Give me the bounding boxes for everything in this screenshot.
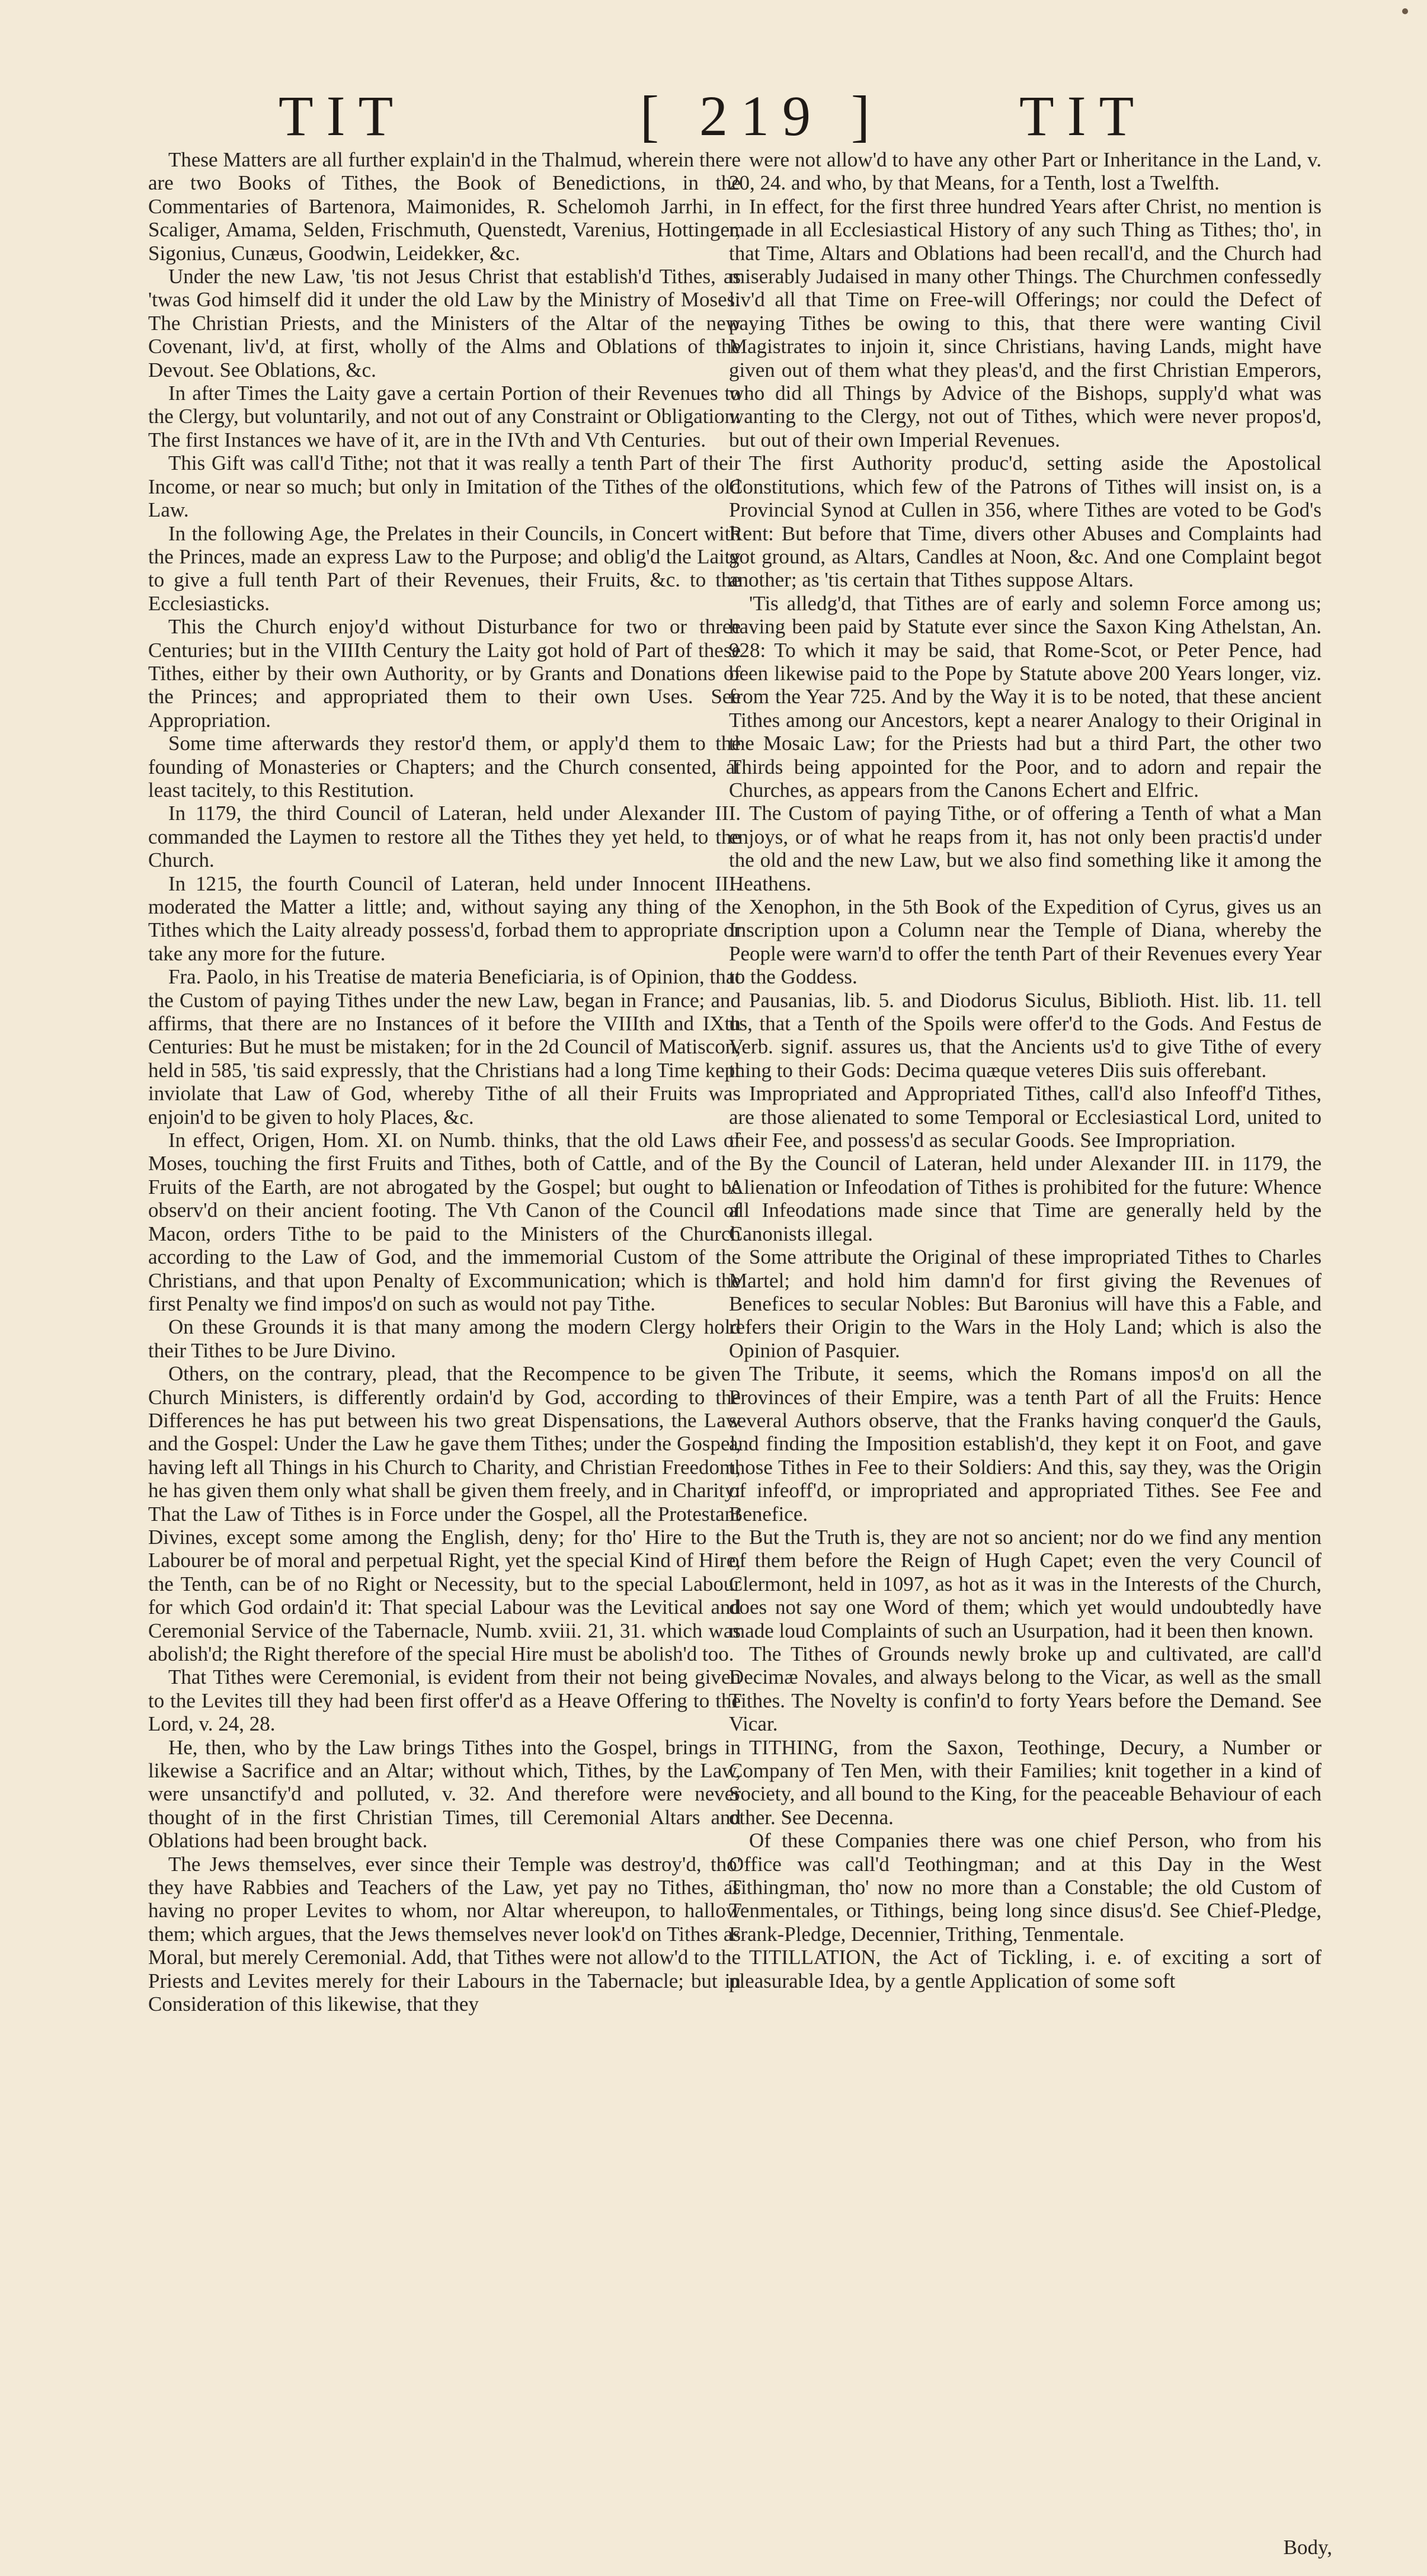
- header-left: TIT: [279, 84, 407, 148]
- paragraph: In effect, for the first three hundred Years after Christ, no mention is made in all Ecclesiastical History of any such Thing as Tithes; tho', in that Time, Altars and Oblations had been recall'd, and the Church had miserably Judaised in many other Things. The Churchmen confessedly liv'd all that Time on Free-will Offerings; nor could the Defect of paying Tithes be owing to this, that there were wanting Civil Magistrates to injoin it, since Christians, having Lands, might have given out of them what they pleas'd, and the first Christian Emperors, who did all Things by Advice of the Bishops, supply'd what was wanting to the Clergy, not out of Tithes, which were never propos'd, but out of their own Imperial Revenues.: [729, 194, 1322, 451]
- catchword: Body,: [1283, 2536, 1332, 2559]
- paragraph: On these Grounds it is that many among the modern Clergy hold their Tithes to be Jure Divino.: [148, 1315, 741, 1362]
- paragraph: In effect, Origen, Hom. XI. on Numb. thinks, that the old Laws of Moses, touching the first Fruits and Tithes, both of Cattle, and of the Fruits of the Earth, are not abrogated by the Gospel; but ought to be observ'd on their ancient footing. The Vth Canon of the Council of Macon, orders Tithe to be paid to the Ministers of the Church according to the Law of God, and the immemorial Custom of the Christians, and that upon Penalty of Excommunication; which is the first Penalty we find impos'd on such as would not pay Tithe.: [148, 1129, 741, 1315]
- paragraph: TITHING, from the Saxon, Teothinge, Decury, a Number or Company of Ten Men, with their Families; knit together in a kind of Society, and all bound to the King, for the peaceable Behaviour of each other. See Decenna.: [729, 1735, 1322, 1829]
- paragraph: The first Authority produc'd, setting aside the Apostolical Constitutions, which few of the Patrons of Tithes will insist on, is a Provincial Synod at Cullen in 356, where Tithes are voted to be God's Rent: But before that Time, divers other Abuses and Complaints had got ground, as Altars, Candles at Noon, &c. And one Complaint begot another; as 'tis certain that Tithes suppose Altars.: [729, 451, 1322, 592]
- paragraph: These Matters are all further explain'd in the Thalmud, wherein there are two Books of Tithes, the Book of Benedictions, in the Commentaries of Bartenora, Maimonides, R. Schelomoh Jarrhi, in Scaliger, Amama, Selden, Frischmuth, Quenstedt, Varenius, Hottinger, Sigonius, Cunæus, Goodwin, Leidekker, &c.: [148, 148, 741, 265]
- paragraph: Some time afterwards they restor'd them, or apply'd them to the founding of Monasteries or Chapters; and the Church consented, at least tacitely, to this Restitution.: [148, 732, 741, 802]
- paragraph: That Tithes were Ceremonial, is evident from their not being given to the Levites till they had been first offer'd as a Heave Offering to the Lord, v. 24, 28.: [148, 1665, 741, 1736]
- paragraph: Others, on the contrary, plead, that the Recompence to be given Church Ministers, is differently ordain'd by God, according to the Differences he has put between his two great Dispensations, the Law and the Gospel: Under the Law he gave them Tithes; under the Gospel, having left all Things in his Church to Charity, and Christian Freedom, he has given them only what shall be given them freely, and in Charity: That the Law of Tithes is in Force under the Gospel, all the Protestant Divines, except some among the English, deny; for tho' Hire to the Labourer be of moral and perpetual Right, yet the special Kind of Hire, the Tenth, can be of no Right or Necessity, but to the special Labour for which God ordain'd it: That special Labour was the Levitical and Ceremonial Service of the Tabernacle, Numb. xviii. 21, 31. which was abolish'd; the Right therefore of the special Hire must be abolish'd too.: [148, 1362, 741, 1665]
- paragraph: Impropriated and Appropriated Tithes, call'd also Infeoff'd Tithes, are those alienated to some Temporal or Ecclesiastical Lord, united to their Fee, and possess'd as secular Goods. See Impropriation.: [729, 1082, 1322, 1152]
- paragraph: In the following Age, the Prelates in their Councils, in Concert with the Princes, made an express Law to the Purpose; and oblig'd the Laity to give a full tenth Part of their Revenues, their Fruits, &c. to the Ecclesiasticks.: [148, 521, 741, 615]
- paragraph: He, then, who by the Law brings Tithes into the Gospel, brings in likewise a Sacrifice and an Altar; without which, Tithes, by the Law, were unsanctify'd and polluted, v. 32. And therefore were never thought of in the first Christian Times, till Ceremonial Altars and Oblations had been brought back.: [148, 1735, 741, 1853]
- left-column: [148, 148, 741, 2016]
- ink-spot: [1402, 8, 1408, 14]
- paragraph: The Tithes of Grounds newly broke up and cultivated, are call'd Decimæ Novales, and always belong to the Vicar, as well as the small Tithes. The Novelty is confin'd to forty Years before the Demand. See Vicar.: [729, 1642, 1322, 1736]
- paragraph: In 1215, the fourth Council of Lateran, held under Innocent III. moderated the Matter a little; and, without saying any thing of the Tithes which the Laity already possess'd, forbad them to appropriate or take any more for the future.: [148, 872, 741, 965]
- paragraph: Fra. Paolo, in his Treatise de materia Beneficiaria, is of Opinion, that the Custom of paying Tithes under the new Law, began in France; and affirms, that there are no Instances of it before the VIIIth and IXth Centuries: But he must be mistaken; for in the 2d Council of Matiscon, held in 585, 'tis said expressly, that the Christians had a long Time kept inviolate that Law of God, whereby Tithe of all their Fruits was enjoin'd to be given to holy Places, &c.: [148, 965, 741, 1129]
- paragraph: This the Church enjoy'd without Disturbance for two or three Centuries; but in the VIIIth Century the Laity got hold of Part of these Tithes, either by their own Authority, or by Grants and Donations of the Princes; and appropriated them to their own Uses. See Appropriation.: [148, 615, 741, 732]
- paragraph: This Gift was call'd Tithe; not that it was really a tenth Part of their Income, or near so much; but only in Imitation of the Tithes of the old Law.: [148, 451, 741, 522]
- paragraph: The Custom of paying Tithe, or of offering a Tenth of what a Man enjoys, or of what he reaps from it, has not only been practis'd under the old and the new Law, but we also find something like it among the Heathens.: [729, 802, 1322, 895]
- header-right: TIT: [1019, 84, 1147, 148]
- paragraph: In after Times the Laity gave a certain Portion of their Revenues to the Clergy, but voluntarily, and not out of any Constraint or Obligation: The first Instances we have of it, are in the IVth and Vth Centuries.: [148, 382, 741, 451]
- page-number: [ 219 ]: [640, 84, 883, 148]
- paragraph: Of these Companies there was one chief Person, who from his Office was call'd Teothingman; and at this Day in the West Tithingman, tho' now no more than a Constable; the old Custom of Tenmentales, or Tithings, being long since disus'd. See Chief-Pledge, Frank-Pledge, Decennier, Trithing, Tenmentale.: [729, 1829, 1322, 1946]
- paragraph: were not allow'd to have any other Part or Inheritance in the Land, v. 20, 24. and who, by that Means, for a Tenth, lost a Twelfth.: [729, 148, 1322, 195]
- paragraph: But the Truth is, they are not so ancient; nor do we find any mention of them before the Reign of Hugh Capet; even the very Council of Clermont, held in 1097, as hot as it was in the Interests of the Church, does not say one Word of them; which yet would undoubtedly have made loud Complaints of such an Usurpation, had it been then known.: [729, 1525, 1322, 1642]
- paragraph: Some attribute the Original of these impropriated Tithes to Charles Martel; and hold him damn'd for first giving the Revenues of Benefices to secular Nobles: But Baronius will have this a Fable, and refers their Origin to the Wars in the Holy Land; which is also the Opinion of Pasquier.: [729, 1245, 1322, 1362]
- paragraph: Xenophon, in the 5th Book of the Expedition of Cyrus, gives us an Inscription upon a Column near the Temple of Diana, whereby the People were warn'd to offer the tenth Part of their Revenues every Year to the Goddess.: [729, 895, 1322, 989]
- paragraph: In 1179, the third Council of Lateran, held under Alexander III. commanded the Laymen to restore all the Tithes they yet held, to the Church.: [148, 802, 741, 872]
- paragraph: By the Council of Lateran, held under Alexander III. in 1179, the Alienation or Infeodation of Tithes is prohibited for the future: Whence all Infeodations made since that Time are generally held by the Canonists illegal.: [729, 1152, 1322, 1245]
- paragraph: 'Tis alledg'd, that Tithes are of early and solemn Force among us; having been paid by Statute ever since the Saxon King Athelstan, An. 928: To which it may be said, that Rome-Scot, or Peter Pence, had been likewise paid to the Pope by Statute above 200 Years longer, viz. from the Year 725. And by the Way it is to be noted, that these ancient Tithes among our Ancestors, kept a nearer Analogy to their Original in the Mosaic Law; for the Priests had but a third Part, the other two Thirds being appointed for the Poor, and to adorn and repair the Churches, as appears from the Canons Echert and Elfric.: [729, 591, 1322, 802]
- right-column: [729, 148, 1322, 1992]
- paragraph: The Tribute, it seems, which the Romans impos'd on all the Provinces of their Empire, was a tenth Part of all the Fruits: Hence several Authors observe, that the Franks having conquer'd the Gauls, and finding the Imposition establish'd, they kept it on Foot, and gave those Tithes in Fee to their Soldiers: And this, say they, was the Origin of infeoff'd, or impropriated and appropriated Tithes. See Fee and Benefice.: [729, 1362, 1322, 1526]
- paragraph: Pausanias, lib. 5. and Diodorus Siculus, Biblioth. Hist. lib. 11. tell us, that a Tenth of the Spoils were offer'd to the Gods. And Festus de Verb. signif. assures us, that the Ancients us'd to give Tithe of every thing to their Gods: Decima quæque veteres Diis suis offerebant.: [729, 988, 1322, 1082]
- running-header: [0, 71, 1427, 160]
- paragraph: The Jews themselves, ever since their Temple was destroy'd, tho' they have Rabbies and Teachers of the Law, yet pay no Tithes, as having no proper Levites to whom, nor Altar whereupon, to hallow them; which argues, that the Jews themselves never look'd on Tithes as Moral, but merely Ceremonial. Add, that Tithes were not allow'd to the Priests and Levites merely for their Labours in the Tabernacle; but in Consideration of this likewise, that they: [148, 1852, 741, 2016]
- paragraph: TITILLATION, the Act of Tickling, i. e. of exciting a sort of pleasurable Idea, by a gentle Application of some soft: [729, 1946, 1322, 1992]
- paragraph: Under the new Law, 'tis not Jesus Christ that establish'd Tithes, as 'twas God himself did it under the old Law by the Ministry of Moses: The Christian Priests, and the Ministers of the Altar of the new Covenant, liv'd, at first, wholly of the Alms and Oblations of the Devout. See Oblations, &c.: [148, 265, 741, 382]
